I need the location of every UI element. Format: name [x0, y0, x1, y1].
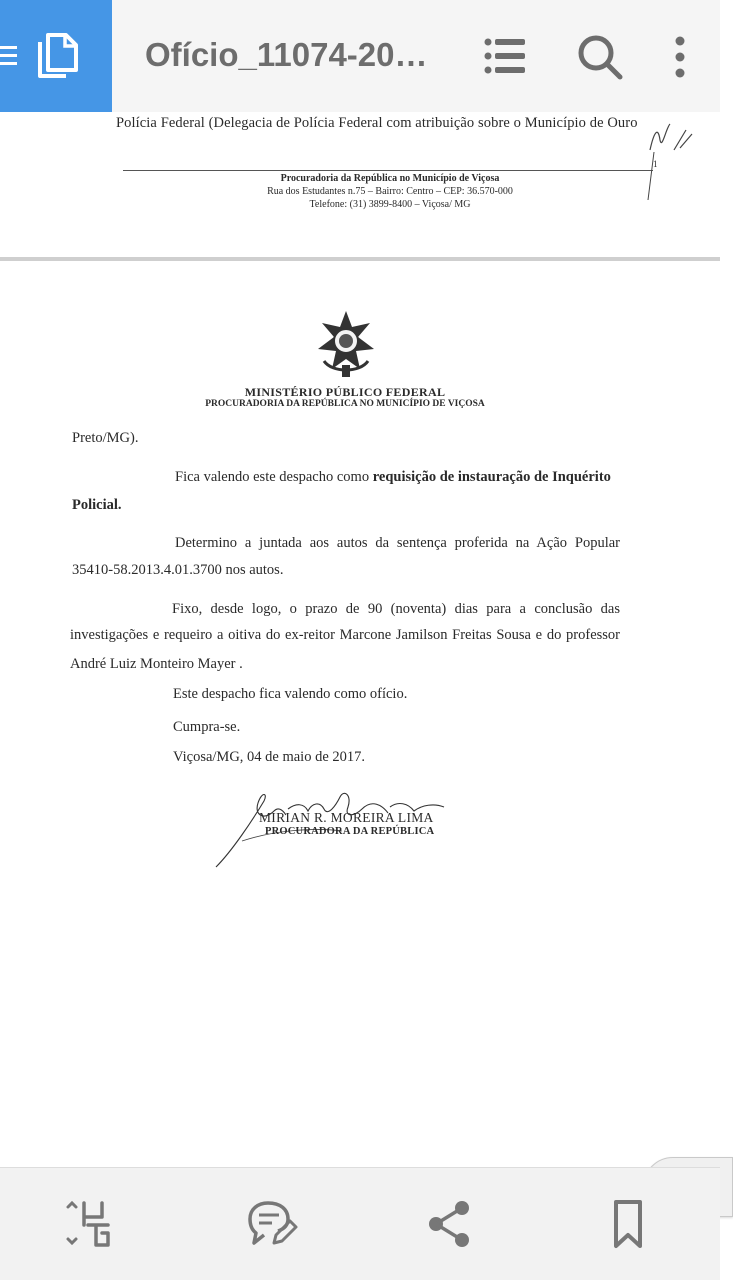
- menu-icon[interactable]: [0, 44, 18, 66]
- footer-rule: [123, 170, 653, 171]
- paragraph-3-line-3: André Luiz Monteiro Mayer .: [70, 656, 243, 672]
- list-icon[interactable]: [484, 36, 526, 76]
- paragraph-2-line-1: Determino a juntada aos autos da sentença proferida na Ação Popular: [175, 535, 620, 551]
- footer-phone: Telefone: (31) 3899-8400 – Viçosa/ MG: [309, 199, 471, 210]
- share-icon: [424, 1199, 476, 1249]
- footer-address: Rua dos Estudantes n.75 – Bairro: Centro – CEP: 36.570-000: [267, 186, 513, 197]
- page-mark: 1: [653, 159, 658, 169]
- bookmark-button[interactable]: [602, 1199, 654, 1249]
- search-icon[interactable]: [577, 34, 623, 80]
- paragraph-1-lead: Fica valendo este despacho como requisição de instauração de Inquérito: [175, 469, 611, 485]
- document-viewer[interactable]: [0, 112, 720, 1167]
- paragraph-3-line-2: investigações e requeiro a oitiva do ex-reitor Marcone Jamilson Freitas Sousa e do professor: [70, 627, 620, 643]
- signatory-role: PROCURADORA DA REPÚBLICA: [265, 826, 435, 837]
- previous-page: [0, 112, 720, 258]
- document-title: Ofício_11074-20…: [145, 36, 428, 73]
- footer-title: Procuradoria da República no Município de Viçosa: [280, 173, 500, 184]
- previous-page-text: Polícia Federal (Delegacia de Polícia Federal com atribuição sobre o Município de Ouro: [116, 115, 638, 131]
- share-button[interactable]: [424, 1199, 476, 1249]
- continuation-text: Preto/MG).: [72, 430, 139, 446]
- fit-page-icon: [62, 1199, 114, 1249]
- paragraph-1-bold: requisição de instauração de Inquérito: [372, 469, 611, 485]
- bottom-toolbar: [0, 1167, 720, 1280]
- paragraph-1-bold-end: Policial.: [72, 497, 122, 513]
- document-icon-button[interactable]: [0, 0, 112, 112]
- paragraph-3-line-1: Fixo, desde logo, o prazo de 90 (noventa) dias para a conclusão das: [172, 601, 620, 617]
- letterhead-unit: PROCURADORIA DA REPÚBLICA NO MUNICÍPIO DE VIÇOSA: [205, 399, 485, 409]
- app-bar: [0, 0, 720, 112]
- signatory-name: MIRIAN R. MOREIRA LIMA: [259, 810, 434, 825]
- date-line: Viçosa/MG, 04 de maio de 2017.: [173, 749, 366, 765]
- letterhead-org: MINISTÉRIO PÚBLICO FEDERAL: [244, 385, 446, 399]
- comment-button[interactable]: [244, 1199, 296, 1249]
- paragraph-4: Este despacho fica valendo como ofício.: [173, 686, 408, 702]
- paragraph-2-line-2: 35410-58.2013.4.01.3700 nos autos.: [72, 562, 284, 578]
- fit-page-button[interactable]: [62, 1199, 114, 1249]
- more-vert-icon[interactable]: [668, 34, 692, 80]
- document-copy-icon: [36, 32, 80, 80]
- current-page: [0, 261, 720, 1167]
- comment-edit-icon: [244, 1199, 296, 1249]
- paragraph-5: Cumpra-se.: [173, 719, 241, 735]
- bookmark-icon: [602, 1199, 654, 1249]
- coat-of-arms-emblem: [312, 309, 380, 381]
